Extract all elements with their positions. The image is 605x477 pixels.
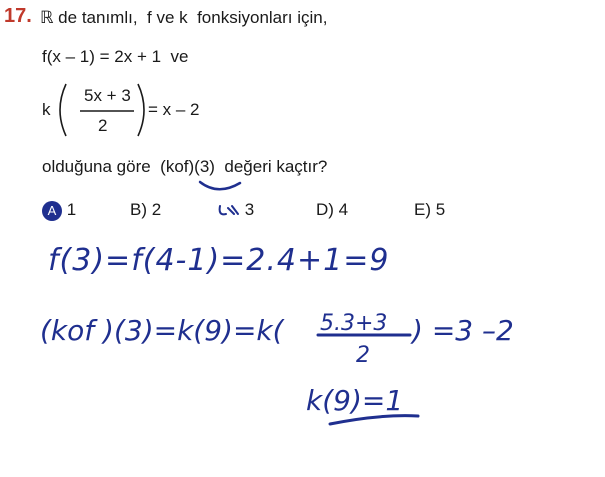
choice-e[interactable]: E) 5 <box>414 200 446 219</box>
question-stem: ℝ de tanımlı, f ve k fonksiyonları için, <box>40 8 328 27</box>
handwritten-line-1: f(3)=f(4-1)=2.4+1=9 <box>48 243 390 278</box>
handwritten-line-2-right: ) =3 –2 <box>412 314 514 347</box>
handwritten-fraction-denominator: 2 <box>356 343 370 368</box>
handwritten-line-3: k(9)=1 <box>306 384 404 417</box>
given-equation-2-k: k <box>42 100 51 119</box>
choice-b[interactable]: B) 2 <box>130 200 162 219</box>
given-equation-1: f(x – 1) = 2x + 1 ve <box>42 47 189 66</box>
question-number: 17. <box>4 5 32 27</box>
handwritten-fraction-numerator: 5.3+3 <box>320 311 388 336</box>
question-prompt: olduğuna göre (kof)(3) değeri kaçtır? <box>42 157 328 176</box>
choice-a-value: 1 <box>66 200 77 219</box>
choice-a-filled-bubble: A <box>42 201 62 221</box>
fraction-denominator: 2 <box>98 116 108 135</box>
choice-c-value: 3 <box>244 200 255 219</box>
handwritten-line-2-left: (kof )(3)=k(9)=k( <box>40 314 284 347</box>
given-equation-2-rhs: = x – 2 <box>148 100 200 119</box>
fraction-numerator: 5x + 3 <box>84 86 131 105</box>
choice-d[interactable]: D) 4 <box>316 200 349 219</box>
